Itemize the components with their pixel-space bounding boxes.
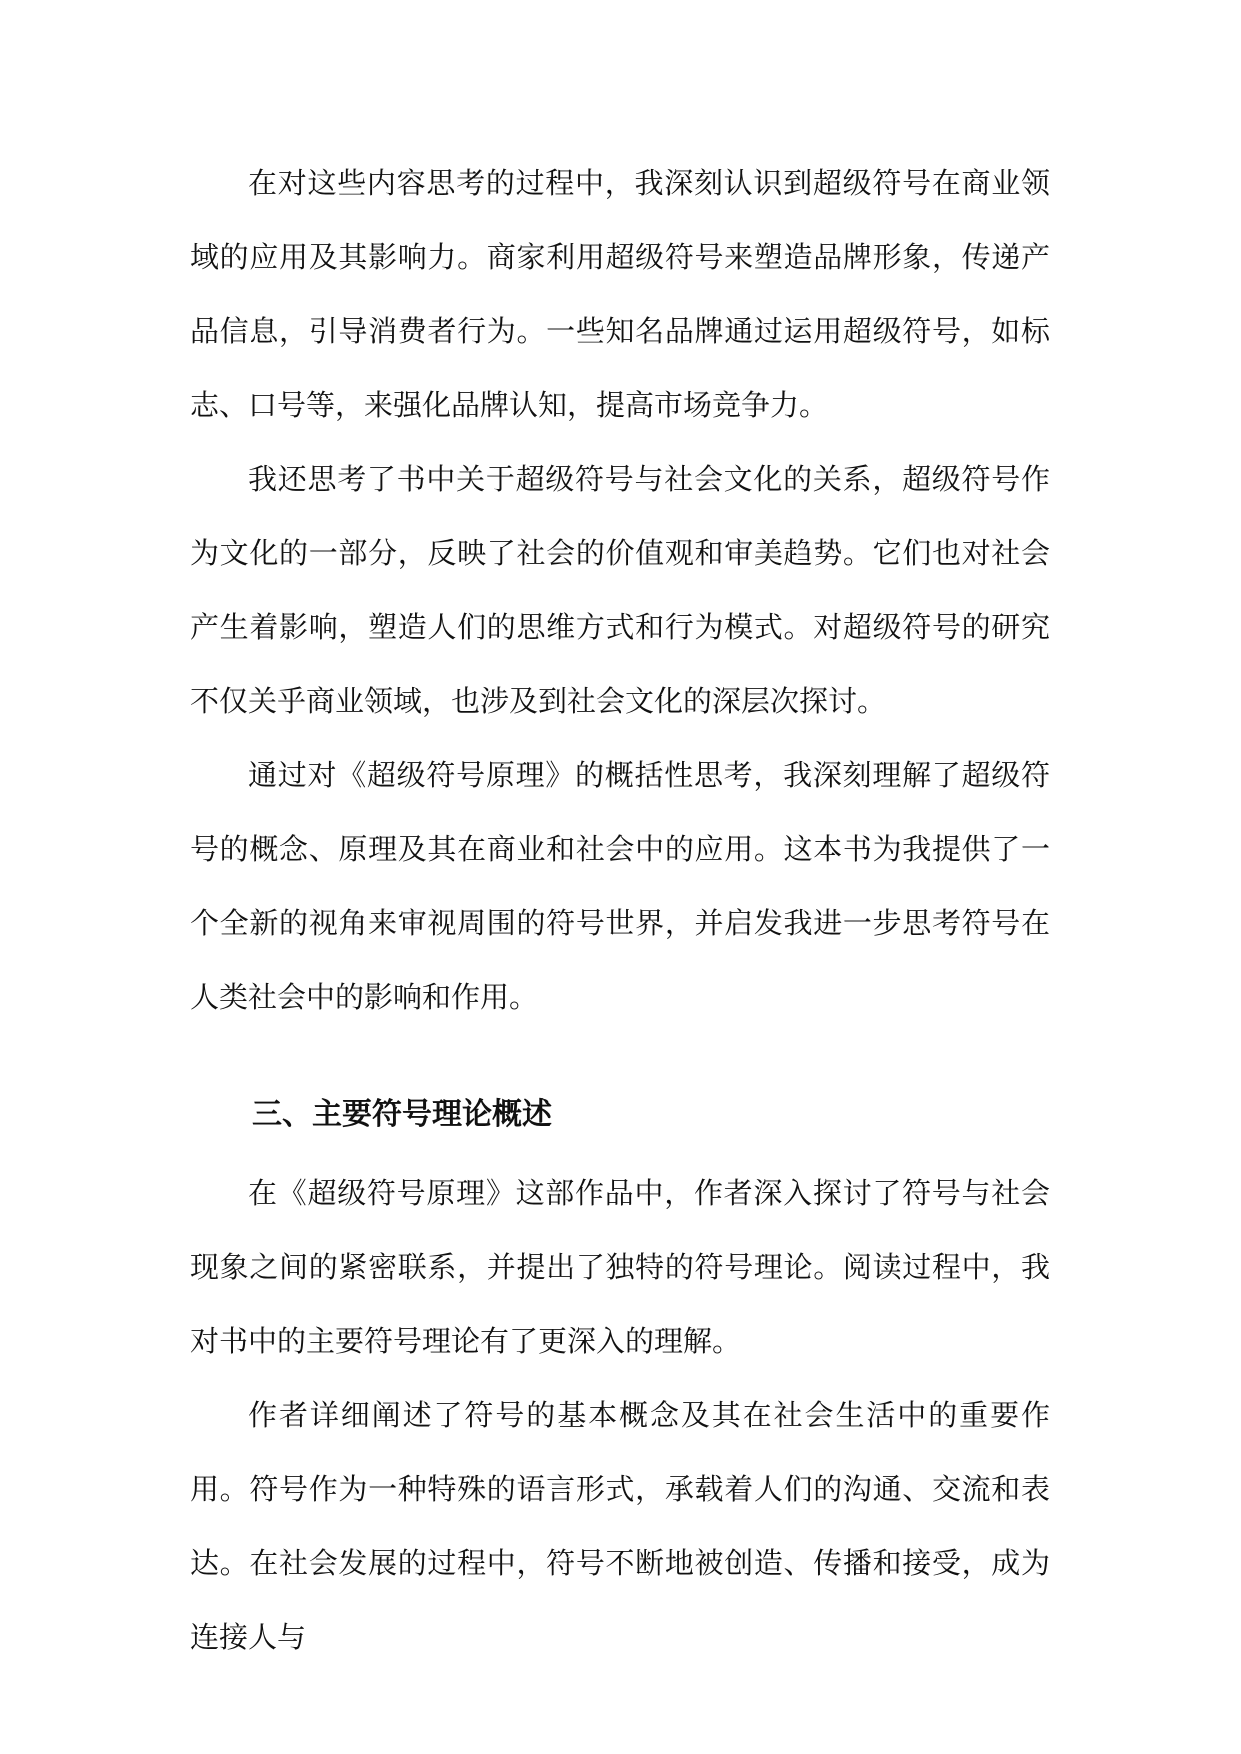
section-heading: 三、主要符号理论概述 — [252, 1097, 552, 1132]
paragraph-theory-intro: 在《超级符号原理》这部作品中，作者深入探讨了符号与社会现象之间的紧密联系，并提出了独特的符号理论。阅读过程中，我对书中的主要符号理论有了更深入的理解。 — [190, 1176, 1050, 1358]
paragraph-summary: 通过对《超级符号原理》的概括性思考，我深刻理解了超级符号的概念、原理及其在商业和社会中的应用。这本书为我提供了一个全新的视角来审视周围的符号世界，并启发我进一步思考符号在人类社会中的影响和作用。 — [190, 758, 1050, 1014]
section-spacer — [190, 1034, 1050, 1058]
paragraph-social-culture: 我还思考了书中关于超级符号与社会文化的关系，超级符号作为文化的一部分，反映了社会的价值观和审美趋势。它们也对社会产生着影响，塑造人们的思维方式和行为模式。对超级符号的研究不仅关乎商业领域，也涉及到社会文化的深层次探讨。 — [190, 462, 1050, 718]
document-body — [190, 146, 1050, 1674]
paragraph-symbol-concept: 作者详细阐述了符号的基本概念及其在社会生活中的重要作用。符号作为一种特殊的语言形式，承载着人们的沟通、交流和表达。在社会发展的过程中，符号不断地被创造、传播和接受，成为连接人与 — [190, 1398, 1050, 1654]
paragraph-commercial-application: 在对这些内容思考的过程中，我深刻认识到超级符号在商业领域的应用及其影响力。商家利用超级符号来塑造品牌形象，传递产品信息，引导消费者行为。一些知名品牌通过运用超级符号，如标志、口号等，来强化品牌认知，提高市场竞争力。 — [190, 166, 1050, 422]
